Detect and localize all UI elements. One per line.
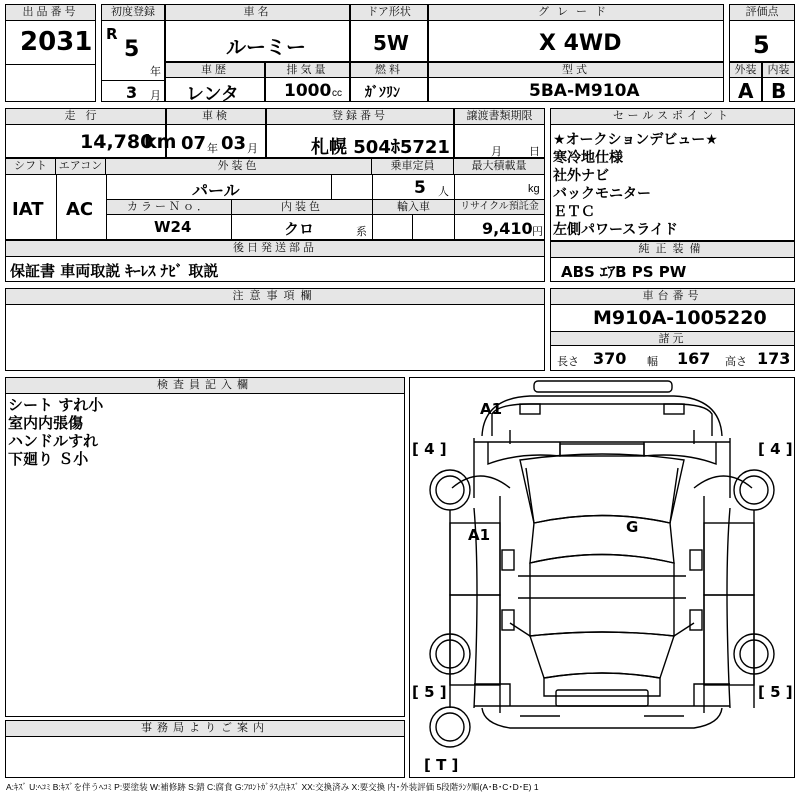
- history-label: 車歴: [166, 63, 264, 78]
- inspection-month: 03: [221, 133, 247, 154]
- recycle-fee: 9,410: [482, 219, 533, 238]
- inspection-year: 07: [181, 133, 207, 154]
- car-name: ルーミー: [226, 35, 306, 59]
- fuel-box: [350, 62, 428, 102]
- first-registration-year: 5: [124, 37, 140, 62]
- rear-right-tire: [ 5 ]: [758, 683, 793, 701]
- interior-grade: B: [771, 79, 787, 103]
- aircon-label: エアコン: [56, 159, 106, 175]
- left-side-damage: A1: [468, 526, 491, 544]
- first-registration-month-unit: 月: [150, 90, 161, 102]
- transfer-deadline-day-unit: 日: [529, 146, 540, 158]
- sales-point: 寒冷地仕様: [553, 150, 623, 166]
- lot-number-box: [5, 4, 96, 102]
- later-parts-box: [5, 240, 545, 282]
- office-box: [5, 720, 405, 778]
- chassis-box: [550, 288, 795, 371]
- damage-diagram: [409, 377, 795, 778]
- grade: X 4WD: [539, 31, 622, 56]
- car-outline: [410, 378, 794, 777]
- first-registration-month: 3: [126, 83, 138, 102]
- first-registration-label: 初度登録: [102, 5, 164, 21]
- capacity: 5: [414, 178, 426, 198]
- equipment: ABS ｴｱB PS PW: [561, 263, 687, 281]
- score: 5: [753, 31, 770, 59]
- sales-points-box: [550, 108, 795, 241]
- history-box: [165, 62, 265, 105]
- capacity-label: 乗車定員: [372, 159, 454, 175]
- shift: IAT: [12, 199, 44, 220]
- history: レンタ: [186, 84, 239, 105]
- length: 370: [593, 349, 627, 368]
- later-parts-label: 後日発送部品: [6, 241, 544, 257]
- score-box: [729, 4, 795, 62]
- transfer-deadline-month-unit: 月: [491, 146, 502, 158]
- exterior-grade-box: [729, 62, 762, 102]
- inspection-year-unit: 年: [207, 143, 218, 155]
- inspection-month-unit: 月: [247, 143, 258, 155]
- mileage: 14,780: [80, 131, 154, 153]
- exterior-grade-label: 外装: [730, 63, 761, 78]
- interior-grade-label: 内装: [763, 63, 794, 78]
- inspection-label: 車検: [167, 109, 265, 125]
- first-registration-era: R: [106, 25, 118, 43]
- sales-points-label: セールスポイント: [551, 109, 794, 125]
- grade-label: グレード: [429, 5, 723, 21]
- interior-color: クロ: [284, 220, 315, 238]
- interior-grade-box: [762, 62, 795, 102]
- inspector-label: 検査員記入欄: [6, 378, 404, 394]
- width-label: 幅: [647, 356, 658, 368]
- registration-number: 札幌 504ﾎ5721: [311, 137, 450, 158]
- max-load-label: 最大積載量: [454, 159, 544, 175]
- fuel: ｶﾞｿﾘﾝ: [365, 85, 400, 101]
- transfer-deadline-label: 譲渡書類期限: [455, 109, 544, 125]
- car-name-label: 車名: [166, 5, 349, 21]
- interior-color-label: 内装色: [232, 200, 372, 215]
- door-type: 5W: [373, 31, 409, 55]
- inspector-note: 下廻り Ｓ小: [8, 450, 89, 468]
- capacity-unit: 人: [438, 186, 449, 198]
- front-left-tire: [ 4 ]: [412, 440, 447, 458]
- fuel-label: 燃料: [351, 63, 427, 78]
- lot-number: 2031: [20, 27, 93, 57]
- later-parts: 保証書 車両取説 ｷｰﾚｽ ﾅﾋﾞ 取説: [10, 262, 219, 280]
- registration-label: 登録番号: [267, 109, 453, 125]
- first-registration-year-unit: 年: [150, 66, 161, 78]
- model-code-label: 型式: [429, 63, 723, 78]
- chassis-label: 車台番号: [551, 289, 794, 305]
- aircon: AC: [66, 199, 94, 220]
- inspection-box: [166, 108, 266, 158]
- front-bumper-damage: A1: [480, 400, 503, 418]
- exterior-color: パール: [192, 181, 240, 200]
- grade-box: [428, 4, 724, 62]
- car-name-box: [165, 4, 350, 62]
- sales-point: 左側パワースライド: [553, 222, 678, 238]
- sales-points-list: [553, 131, 718, 239]
- length-label: 長さ: [557, 356, 579, 368]
- mileage-unit: km: [144, 131, 177, 153]
- first-registration-box: [101, 4, 165, 102]
- mileage-label: 走行: [6, 109, 165, 125]
- exterior-color-label: 外装色: [106, 159, 372, 175]
- color-no: W24: [154, 218, 192, 236]
- spare-tire: [ T ]: [424, 756, 459, 774]
- office-label: 事務局よりご案内: [6, 721, 404, 737]
- shift-label: シフト: [6, 159, 56, 175]
- inspector-note: シート すれ小: [8, 396, 104, 414]
- height-label: 高さ: [725, 356, 747, 368]
- spec-grid: [5, 158, 545, 240]
- height: 173: [757, 349, 791, 368]
- color-no-label: カラーＮｏ．: [107, 200, 231, 215]
- notes-label: 注意事項欄: [6, 289, 544, 305]
- score-label: 評価点: [730, 5, 794, 21]
- notes-box: [5, 288, 545, 371]
- interior-color-unit: 系: [356, 226, 367, 238]
- mileage-box: [5, 108, 177, 158]
- sales-point: バックモニター: [553, 186, 651, 202]
- displacement-unit: cc: [332, 88, 342, 99]
- exterior-grade: A: [738, 79, 754, 103]
- inspector-notes: [8, 396, 103, 468]
- inspector-note: ハンドルすれ: [8, 432, 99, 450]
- door-label: ドア形状: [351, 5, 427, 21]
- recycle-fee-unit: 円: [532, 226, 543, 238]
- rear-left-tire: [ 5 ]: [412, 683, 447, 701]
- chassis-number: M910A-1005220: [593, 307, 767, 329]
- inspector-note: 室内内張傷: [8, 414, 84, 432]
- max-load-unit: kg: [528, 183, 540, 195]
- specs-label: 諸元: [551, 332, 794, 346]
- sales-point: ＥＴＣ: [553, 204, 595, 220]
- width: 167: [677, 349, 711, 368]
- displacement-box: [265, 62, 350, 102]
- front-right-tire: [ 4 ]: [758, 440, 793, 458]
- legend: A:ｷｽﾞ U:ﾍｺﾐ B:ｷｽﾞを伴うﾍｺﾐ P:要塗装 W:補修跡 S:錆 C:腐食 G:ﾌﾛﾝﾄｶﾞﾗｽ点ｷｽﾞ XX:交換済み X:要交換 内･外装評価 5段階ﾗﾝｸ順(A･B･C･D･E) 1: [6, 782, 539, 792]
- equipment-box: [550, 241, 795, 282]
- model-code-box: [428, 62, 724, 102]
- sales-point: 社外ナビ: [553, 168, 609, 184]
- windshield-damage: G: [626, 518, 639, 536]
- recycle-label: リサイクル預託金: [455, 200, 544, 215]
- inspector-box: [5, 377, 405, 717]
- registration-box: [266, 108, 454, 158]
- import-label: 輸入車: [373, 200, 454, 215]
- lot-number-label: 出品番号: [6, 5, 95, 21]
- model-code: 5BA-M910A: [529, 81, 640, 101]
- equipment-label: 純正装備: [551, 242, 794, 258]
- transfer-deadline-box: [454, 108, 545, 158]
- door-box: [350, 4, 428, 62]
- displacement: 1000: [284, 81, 332, 101]
- sales-point: ★オークションデビュー★: [553, 132, 718, 148]
- displacement-label: 排気量: [266, 63, 349, 78]
